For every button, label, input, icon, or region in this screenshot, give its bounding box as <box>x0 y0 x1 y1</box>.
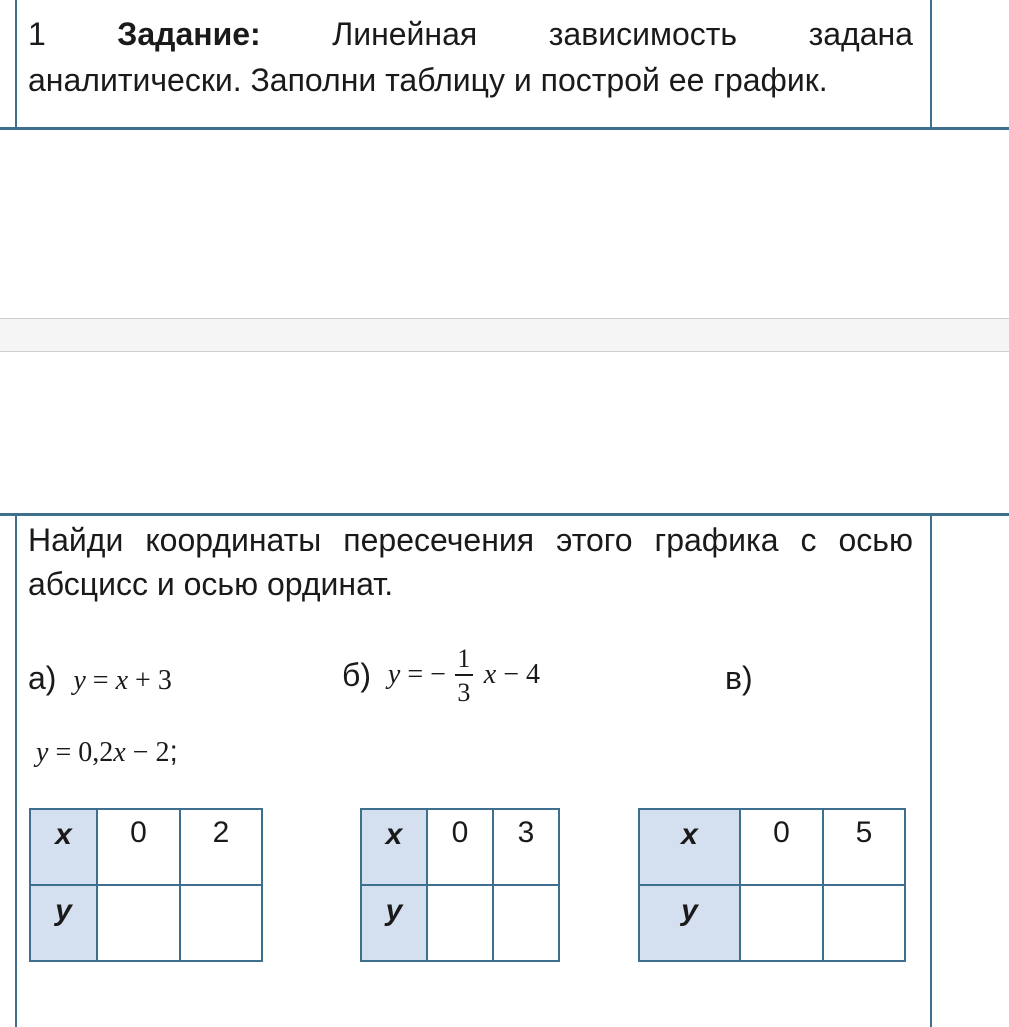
equation-a <box>28 660 172 699</box>
find-word: пересечения <box>343 522 535 558</box>
task-word: Линейная <box>332 16 478 52</box>
task-number: 1 <box>28 16 46 52</box>
find-word: осью <box>838 522 913 558</box>
find-word: с <box>800 522 817 558</box>
y-value-cell[interactable] <box>97 885 180 961</box>
find-word: координаты <box>145 522 322 558</box>
x-value-cell: 5 <box>823 809 905 885</box>
variable-y: y <box>387 659 401 690</box>
task-word: зависимость <box>548 16 738 52</box>
divider-line <box>0 127 1009 130</box>
x-header: x <box>361 809 427 885</box>
variable-y: y <box>73 665 86 696</box>
find-instruction-text: абсцисс и осью ординат. <box>28 566 394 602</box>
y-value-cell[interactable] <box>493 885 559 961</box>
constant: 3 <box>157 665 172 696</box>
variable-y: y <box>36 737 49 768</box>
find-word: Найди <box>28 522 124 558</box>
equals-sign: = <box>55 737 72 768</box>
equals-sign: = <box>407 659 424 690</box>
value-table-b <box>360 808 560 962</box>
find-word: графика <box>654 522 779 558</box>
variable-x: x <box>113 737 126 768</box>
semicolon: ; <box>169 735 178 768</box>
x-value-cell: 0 <box>427 809 493 885</box>
constant: 2 <box>155 737 170 768</box>
coefficient: 0,2 <box>78 737 114 768</box>
find-instruction-line <box>28 522 913 558</box>
operator: − <box>503 659 520 690</box>
y-value-cell[interactable] <box>180 885 262 961</box>
y-value-cell[interactable] <box>740 885 823 961</box>
y-header: y <box>361 885 427 961</box>
operator: − <box>132 737 149 768</box>
equation-label: б) <box>342 657 371 693</box>
fraction-denominator: 3 <box>457 678 471 707</box>
equals-sign: = <box>92 665 109 696</box>
x-header: x <box>30 809 97 885</box>
fraction-numerator: 1 <box>457 644 471 673</box>
x-value-cell: 3 <box>493 809 559 885</box>
value-table-c <box>638 808 906 962</box>
x-value-cell: 2 <box>180 809 262 885</box>
constant: 4 <box>526 659 541 690</box>
equation-c <box>36 732 178 771</box>
operator: + <box>135 665 151 696</box>
y-header: y <box>639 885 740 961</box>
y-header: y <box>30 885 97 961</box>
task-text: аналитически. Заполни таблицу и построй ее график. <box>28 62 828 98</box>
gap-band <box>0 318 1009 352</box>
minus-sign: − <box>430 659 446 690</box>
equation-b <box>342 645 540 717</box>
variable-x: x <box>115 665 129 696</box>
task-heading-line <box>28 16 913 52</box>
find-word: этого <box>556 522 633 558</box>
equation-label: а) <box>28 660 57 696</box>
task-label: Задание: <box>117 16 261 52</box>
x-header: x <box>639 809 740 885</box>
y-value-cell[interactable] <box>823 885 905 961</box>
y-value-cell[interactable] <box>427 885 493 961</box>
task-word: задана <box>808 16 913 52</box>
x-value-cell: 0 <box>97 809 180 885</box>
x-value-cell: 0 <box>740 809 823 885</box>
equation-c-label: в) <box>725 660 753 696</box>
value-table-a <box>29 808 263 962</box>
fraction <box>453 645 475 705</box>
variable-x: x <box>483 659 497 690</box>
